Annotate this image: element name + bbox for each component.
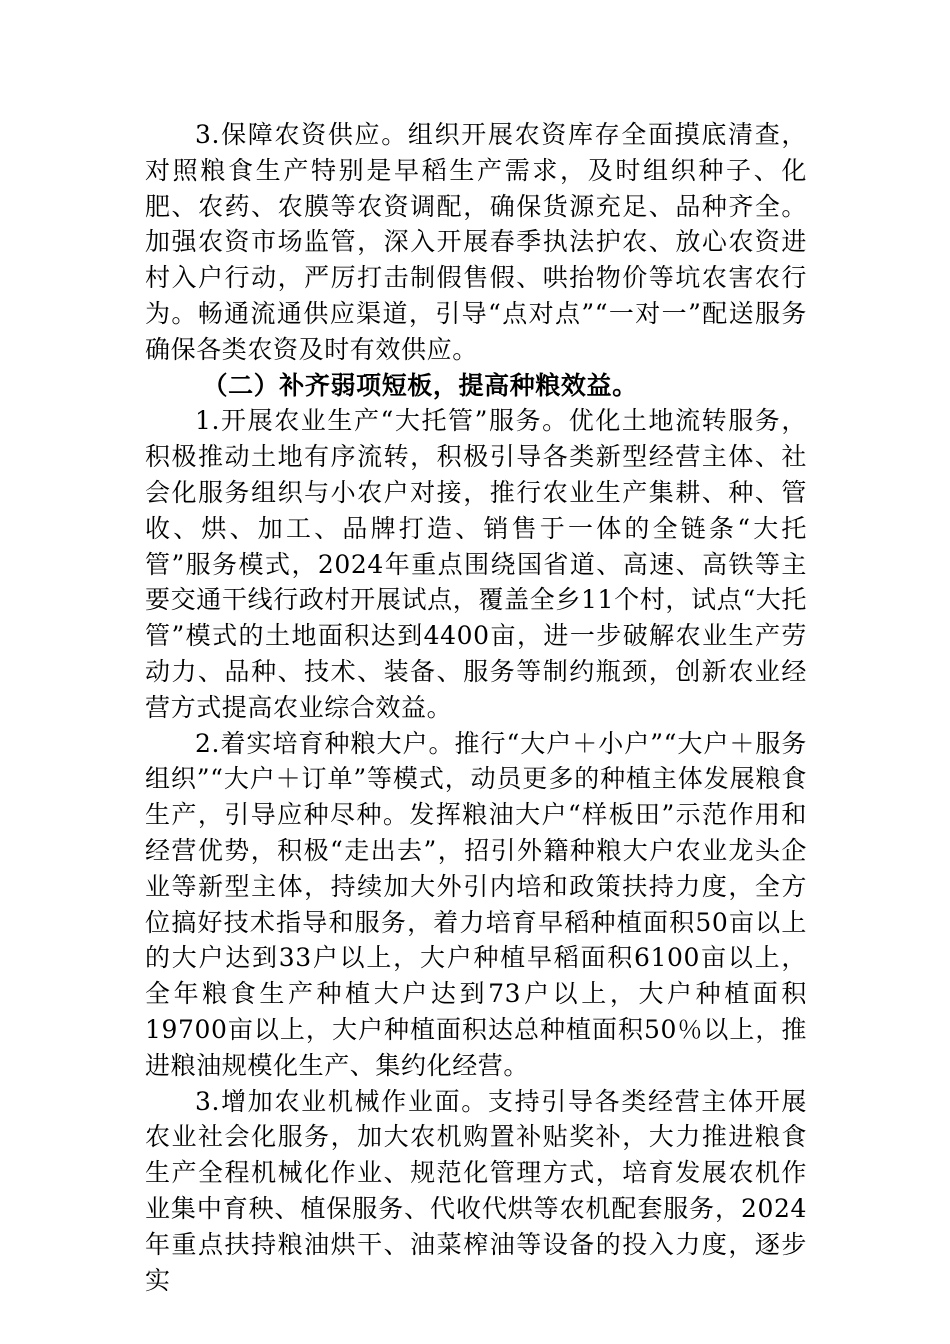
paragraph-cultivate-large-growers: 2.着实培育种粮大户。推行“大户＋小户”“大户＋服务组织”“大户＋订单”等模式，动员更多的种植主体发展粮食生产，引导应种尽种。发挥粮油大户“样板田”示范作用和经营优势，积极“走出去”，招引外籍种粮大户农业龙头企业等新型主体，持续加大外引内培和政策扶持力度，全方位搞好技术指导和服务，着力培育早稻种植面积50亩以上的大户达到33户以上，大户种植早稻面积6100亩以上，全年粮食生产种植大户达到73户以上，大户种植面积19700亩以上，大户种植面积达总种植面积50％以上，推进粮油规模化生产、集约化经营。 bbox=[145, 728, 807, 1080]
document-body bbox=[145, 117, 807, 1298]
section-heading-2: （二）补齐弱项短板，提高种粮效益。 bbox=[202, 370, 638, 400]
paragraph-trusteeship-service: 1.开展农业生产“大托管”服务。优化土地流转服务，积极推动土地有序流转，积极引导各类新型经营主体、社会化服务组织与小农户对接，推行农业生产集耕、种、管收、烘、加工、品牌打造、销售于一体的全链条“大托管”服务模式，2024年重点围绕国省道、高速、高铁等主要交通干线行政村开展试点，覆盖全乡11个村，试点“大托管”模式的土地面积达到4400亩，进一步破解农业生产劳动力、品种、技术、装备、服务等制约瓶颈，创新农业经营方式提高农业综合效益。 bbox=[145, 406, 807, 722]
paragraph-agricultural-machinery: 3.增加农业机械作业面。支持引导各类经营主体开展农业社会化服务，加大农机购置补贴奖补，大力推进粮食生产全程机械化作业、规范化管理方式，培育发展农机作业集中育秧、植保服务、代收代烘等农机配套服务，2024年重点扶持粮油烘干、油菜榨油等设备的投入力度，逐步实 bbox=[145, 1086, 807, 1295]
paragraph-ensure-agricultural-supply: 3.保障农资供应。组织开展农资库存全面摸底清查，对照粮食生产特别是早稻生产需求，及时组织种子、化肥、农药、农膜等农资调配，确保货源充足、品种齐全。加强农资市场监管，深入开展春季执法护农、放心农资进村入户行动，严厉打击制假售假、哄抬物价等坑农害农行为。畅通流通供应渠道，引导“点对点”“一对一”配送服务确保各类农资及时有效供应。 bbox=[145, 120, 807, 364]
